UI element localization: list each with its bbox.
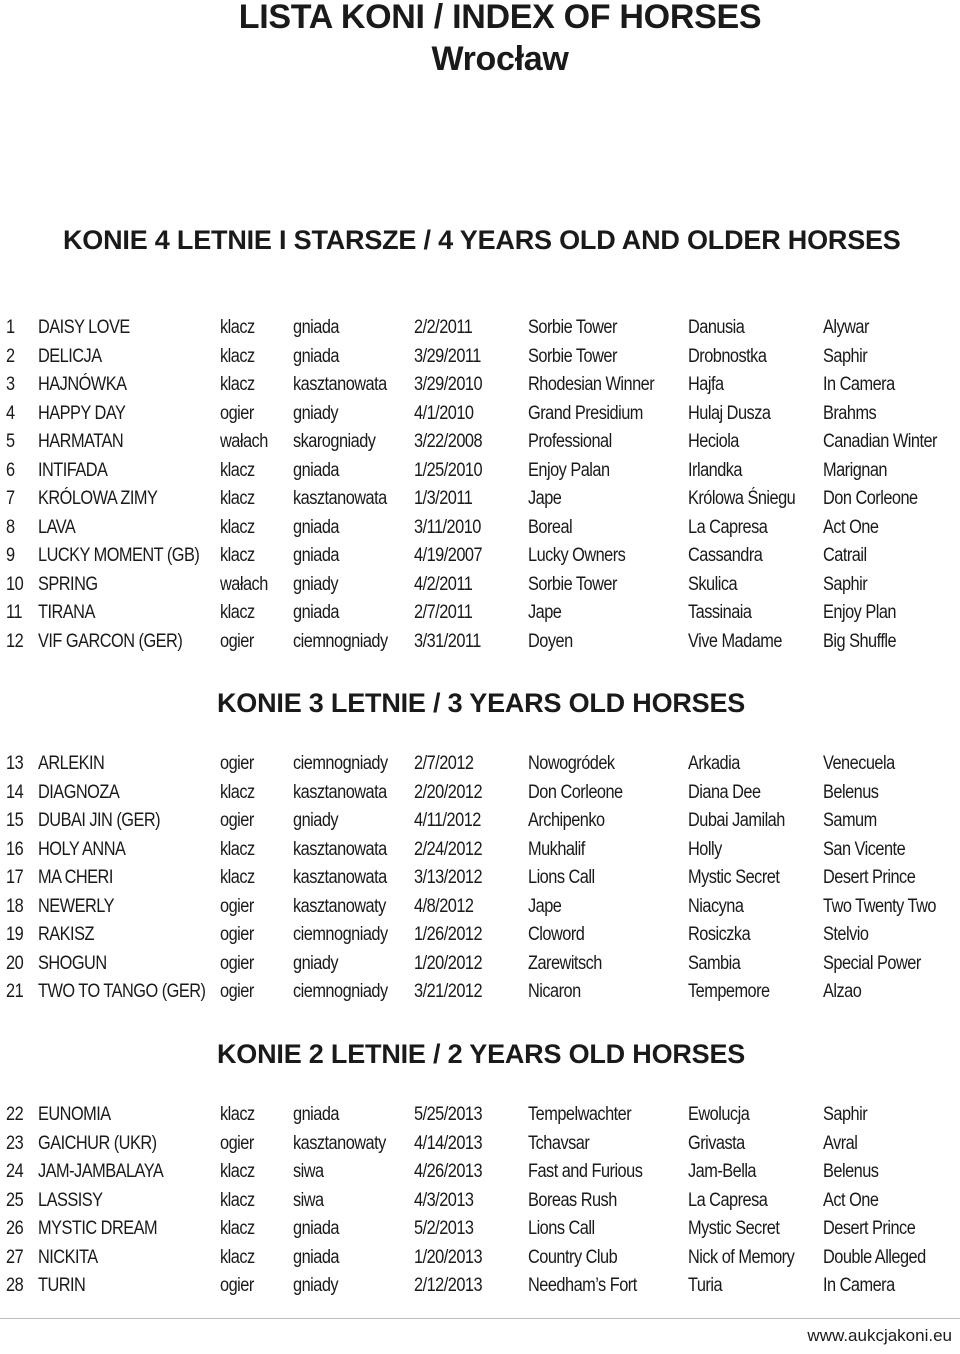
sire-name: Sorbie Tower — [528, 317, 617, 338]
birth-date: 1/20/2013 — [414, 1246, 483, 1268]
horse-sex: klacz — [220, 345, 255, 367]
lot-number: 25 — [6, 1189, 24, 1211]
lot-number: 6 — [6, 459, 15, 481]
lot-number: 16 — [6, 838, 24, 860]
horse-color: ciemnogniady — [293, 981, 388, 1002]
horse-name: EUNOMIA — [38, 1104, 111, 1125]
horse-sex: wałach — [220, 573, 268, 595]
sire-name: Jape — [528, 488, 562, 509]
sire-name: Tempelwachter — [528, 1104, 632, 1125]
horse-sex: ogier — [220, 810, 254, 831]
horse-name: DAISY LOVE — [38, 317, 130, 338]
dam-sire-name: Two Twenty Two — [823, 895, 936, 917]
dam-name: Heciola — [688, 431, 739, 452]
table-row — [0, 514, 960, 543]
sire-name: Country Club — [528, 1246, 618, 1268]
birth-date: 4/11/2012 — [414, 810, 481, 831]
dam-name: Sambia — [688, 952, 741, 974]
dam-sire-name: Double Alleged — [823, 1246, 926, 1268]
sire-name: Archipenko — [528, 810, 605, 831]
dam-name: Drobnostka — [688, 345, 767, 367]
sire-name: Nowogródek — [528, 753, 615, 774]
horse-sex: ogier — [220, 952, 254, 974]
table-row — [0, 542, 960, 571]
sire-name: Lucky Owners — [528, 545, 626, 566]
birth-date: 4/2/2011 — [414, 573, 473, 595]
birth-date: 3/21/2012 — [414, 981, 483, 1002]
birth-date: 2/24/2012 — [414, 838, 483, 860]
horse-name: GAICHUR (UKR) — [38, 1132, 157, 1154]
dam-sire-name: Saphir — [823, 1104, 868, 1125]
dam-name: Hajfa — [688, 374, 724, 395]
birth-date: 4/8/2012 — [414, 895, 474, 917]
table-row — [0, 1187, 960, 1216]
horse-sex: klacz — [220, 1161, 255, 1182]
dam-name: La Capresa — [688, 1189, 768, 1211]
sire-name: Don Corleone — [528, 781, 623, 803]
lot-number: 3 — [6, 374, 15, 395]
lot-number: 15 — [6, 810, 24, 831]
lot-number: 26 — [6, 1218, 24, 1239]
table-row — [0, 599, 960, 628]
horse-color: gniada — [293, 1218, 339, 1239]
horse-sex: klacz — [220, 781, 255, 803]
horse-color: gniada — [293, 317, 339, 338]
sire-name: Grand Presidium — [528, 402, 643, 424]
dam-name: Rosiczka — [688, 924, 751, 945]
horse-sex: ogier — [220, 895, 254, 917]
lot-number: 17 — [6, 867, 24, 888]
table-row — [0, 628, 960, 657]
horse-name: HARMATAN — [38, 431, 124, 452]
table-row — [0, 978, 960, 1007]
birth-date: 4/14/2013 — [414, 1132, 483, 1154]
horse-color: gniady — [293, 1275, 339, 1296]
dam-name: Vive Madame — [688, 630, 782, 652]
horse-color: gniada — [293, 516, 339, 538]
horse-sex: ogier — [220, 1275, 254, 1296]
dam-name: Irlandka — [688, 459, 743, 481]
sire-name: Sorbie Tower — [528, 573, 617, 595]
birth-date: 4/19/2007 — [414, 545, 483, 566]
sire-name: Cloword — [528, 924, 585, 945]
dam-sire-name: Saphir — [823, 573, 868, 595]
dam-name: Jam-Bella — [688, 1161, 757, 1182]
birth-date: 1/26/2012 — [414, 924, 483, 945]
dam-name: Skulica — [688, 573, 738, 595]
horse-table-2yo — [0, 1101, 960, 1301]
dam-sire-name: Special Power — [823, 952, 921, 974]
dam-name: Tassinaia — [688, 602, 752, 623]
dam-name: Hulaj Dusza — [688, 402, 771, 424]
birth-date: 2/7/2011 — [414, 602, 473, 623]
birth-date: 3/29/2010 — [414, 374, 483, 395]
birth-date: 4/26/2013 — [414, 1161, 483, 1182]
sire-name: Tchavsar — [528, 1132, 590, 1154]
dam-sire-name: Belenus — [823, 781, 879, 803]
dam-sire-name: Saphir — [823, 345, 868, 367]
dam-sire-name: Big Shuffle — [823, 630, 897, 652]
horse-color: gniada — [293, 459, 339, 481]
dam-name: La Capresa — [688, 516, 768, 538]
lot-number: 27 — [6, 1246, 24, 1268]
birth-date: 4/3/2013 — [414, 1189, 474, 1211]
horse-name: TURIN — [38, 1275, 86, 1296]
horse-table-3yo — [0, 750, 960, 1007]
dam-sire-name: In Camera — [823, 1275, 895, 1296]
sire-name: Zarewitsch — [528, 952, 602, 974]
sire-name: Nicaron — [528, 981, 581, 1002]
lot-number: 8 — [6, 516, 15, 538]
horse-sex: klacz — [220, 838, 255, 860]
sire-name: Boreal — [528, 516, 573, 538]
table-row — [0, 1215, 960, 1244]
lot-number: 19 — [6, 924, 24, 945]
sire-name: Enjoy Palan — [528, 459, 610, 481]
footer-divider — [0, 1318, 960, 1319]
horse-color: gniada — [293, 1246, 339, 1268]
page-title: LISTA KONI / INDEX OF HORSES — [238, 0, 762, 36]
horse-sex: klacz — [220, 488, 255, 509]
dam-sire-name: Belenus — [823, 1161, 879, 1182]
horse-sex: klacz — [220, 459, 255, 481]
dam-sire-name: In Camera — [823, 374, 895, 395]
sire-name: Boreas Rush — [528, 1189, 617, 1211]
lot-number: 7 — [6, 488, 15, 509]
section-heading-2yo: KONIE 2 LETNIE / 2 YEARS OLD HORSES — [217, 1039, 746, 1069]
dam-name: Danusia — [688, 317, 745, 338]
birth-date: 4/1/2010 — [414, 402, 474, 424]
horse-sex: klacz — [220, 867, 255, 888]
horse-color: gniady — [293, 402, 339, 424]
horse-sex: ogier — [220, 402, 254, 424]
sire-name: Doyen — [528, 630, 573, 652]
dam-sire-name: Don Corleone — [823, 488, 918, 509]
table-row — [0, 428, 960, 457]
dam-name: Grivasta — [688, 1132, 745, 1154]
table-row — [0, 836, 960, 865]
dam-name: Diana Dee — [688, 781, 761, 803]
dam-sire-name: Catrail — [823, 545, 867, 566]
sire-name: Lions Call — [528, 1218, 595, 1239]
horse-name: DUBAI JIN (GER) — [38, 810, 161, 831]
horse-name: NEWERLY — [38, 895, 114, 917]
horse-name: KRÓLOWA ZIMY — [38, 488, 158, 509]
lot-number: 14 — [6, 781, 24, 803]
horse-sex: klacz — [220, 545, 255, 566]
horse-color: gniada — [293, 602, 339, 623]
horse-color: siwa — [293, 1161, 324, 1182]
horse-sex: klacz — [220, 317, 255, 338]
section-heading-4yo: KONIE 4 LETNIE I STARSZE / 4 YEARS OLD AND OLDER HORSES — [63, 225, 901, 255]
table-row — [0, 921, 960, 950]
section-heading-3yo: KONIE 3 LETNIE / 3 YEARS OLD HORSES — [217, 688, 746, 718]
sire-name: Mukhalif — [528, 838, 585, 860]
birth-date: 2/12/2013 — [414, 1275, 483, 1296]
table-row — [0, 1101, 960, 1130]
birth-date: 5/25/2013 — [414, 1104, 483, 1125]
dam-sire-name: Stelvio — [823, 924, 869, 945]
table-row — [0, 371, 960, 400]
horse-name: DELICJA — [38, 345, 102, 367]
horse-color: gniada — [293, 545, 339, 566]
dam-sire-name: Act One — [823, 1189, 879, 1211]
sire-name: Lions Call — [528, 867, 595, 888]
birth-date: 5/2/2013 — [414, 1218, 474, 1239]
horse-sex: ogier — [220, 630, 254, 652]
dam-sire-name: Venecuela — [823, 753, 895, 774]
horse-name: DIAGNOZA — [38, 781, 120, 803]
lot-number: 9 — [6, 545, 15, 566]
table-row — [0, 1244, 960, 1273]
birth-date: 3/31/2011 — [414, 630, 481, 652]
sire-name: Rhodesian Winner — [528, 374, 655, 395]
table-row — [0, 457, 960, 486]
lot-number: 1 — [6, 317, 15, 338]
horse-color: kasztanowata — [293, 374, 387, 395]
horse-sex: klacz — [220, 516, 255, 538]
horse-sex: ogier — [220, 753, 254, 774]
lot-number: 10 — [6, 573, 24, 595]
table-row — [0, 750, 960, 779]
table-row — [0, 893, 960, 922]
lot-number: 23 — [6, 1132, 24, 1154]
page-subtitle-city: Wrocław — [431, 40, 569, 78]
dam-sire-name: Brahms — [823, 402, 877, 424]
table-row — [0, 571, 960, 600]
table-row — [0, 950, 960, 979]
dam-name: Cassandra — [688, 545, 763, 566]
horse-name: NICKITA — [38, 1246, 98, 1268]
horse-sex: klacz — [220, 1189, 255, 1211]
lot-number: 22 — [6, 1104, 24, 1125]
horse-name: LAVA — [38, 516, 76, 538]
horse-name: ARLEKIN — [38, 753, 105, 774]
horse-name: INTIFADA — [38, 459, 108, 481]
horse-color: ciemnogniady — [293, 630, 388, 652]
horse-color: kasztanowata — [293, 838, 387, 860]
footer-website-link[interactable]: www.aukcjakoni.eu — [807, 1326, 952, 1345]
dam-name: Tempemore — [688, 981, 770, 1002]
dam-name: Mystic Secret — [688, 867, 780, 888]
sire-name: Sorbie Tower — [528, 345, 617, 367]
birth-date: 1/20/2012 — [414, 952, 483, 974]
horse-color: skarogniady — [293, 431, 376, 452]
dam-sire-name: Avral — [823, 1132, 858, 1154]
horse-name: HOLY ANNA — [38, 838, 126, 860]
sire-name: Fast and Furious — [528, 1161, 643, 1182]
horse-sex: ogier — [220, 924, 254, 945]
dam-sire-name: Marignan — [823, 459, 888, 481]
horse-name: MA CHERI — [38, 867, 113, 888]
table-row — [0, 485, 960, 514]
dam-sire-name: San Vicente — [823, 838, 906, 860]
lot-number: 24 — [6, 1161, 24, 1182]
sire-name: Jape — [528, 602, 562, 623]
horse-color: kasztanowaty — [293, 1132, 386, 1154]
table-row — [0, 807, 960, 836]
horse-name: TIRANA — [38, 602, 95, 623]
horse-name: SPRING — [38, 573, 98, 595]
dam-name: Arkadia — [688, 753, 740, 774]
lot-number: 13 — [6, 753, 24, 774]
lot-number: 12 — [6, 630, 24, 652]
horse-name: SHOGUN — [38, 952, 107, 974]
birth-date: 1/3/2011 — [414, 488, 473, 509]
horse-sex: klacz — [220, 1246, 255, 1268]
sire-name: Needham’s Fort — [528, 1275, 637, 1296]
horse-color: kasztanowaty — [293, 895, 386, 917]
lot-number: 4 — [6, 402, 15, 424]
horse-sex: ogier — [220, 1132, 254, 1154]
horse-color: kasztanowata — [293, 867, 387, 888]
table-row — [0, 779, 960, 808]
dam-sire-name: Canadian Winter — [823, 431, 937, 452]
lot-number: 18 — [6, 895, 24, 917]
lot-number: 28 — [6, 1275, 24, 1296]
table-row — [0, 864, 960, 893]
dam-sire-name: Enjoy Plan — [823, 602, 896, 623]
horse-color: gniada — [293, 345, 339, 367]
sire-name: Professional — [528, 431, 612, 452]
birth-date: 3/13/2012 — [414, 867, 483, 888]
horse-name: RAKISZ — [38, 924, 94, 945]
dam-name: Ewolucja — [688, 1104, 750, 1125]
horse-name: LASSISY — [38, 1189, 103, 1211]
birth-date: 2/7/2012 — [414, 753, 474, 774]
table-row — [0, 400, 960, 429]
dam-name: Holly — [688, 838, 722, 860]
horse-sex: klacz — [220, 1104, 255, 1125]
horse-sex: klacz — [220, 602, 255, 623]
dam-name: Niacyna — [688, 895, 744, 917]
dam-sire-name: Samum — [823, 810, 877, 831]
lot-number: 21 — [6, 981, 24, 1002]
dam-name: Turia — [688, 1275, 723, 1296]
birth-date: 3/11/2010 — [414, 516, 481, 538]
lot-number: 2 — [6, 345, 15, 367]
horse-name: HAJNÓWKA — [38, 374, 127, 395]
dam-name: Nick of Memory — [688, 1246, 795, 1268]
dam-name: Dubai Jamilah — [688, 810, 785, 831]
horse-color: ciemnogniady — [293, 753, 388, 774]
horse-name: MYSTIC DREAM — [38, 1218, 158, 1239]
table-row — [0, 1272, 960, 1301]
horse-color: siwa — [293, 1189, 324, 1211]
table-row — [0, 1130, 960, 1159]
dam-name: Mystic Secret — [688, 1218, 780, 1239]
horse-table-4yo — [0, 314, 960, 656]
horse-color: gniada — [293, 1104, 339, 1125]
lot-number: 20 — [6, 952, 24, 974]
table-row — [0, 314, 960, 343]
dam-sire-name: Desert Prince — [823, 867, 916, 888]
sire-name: Jape — [528, 895, 562, 917]
horse-name: LUCKY MOMENT (GB) — [38, 545, 200, 566]
lot-number: 11 — [6, 602, 22, 623]
horse-sex: klacz — [220, 1218, 255, 1239]
table-row — [0, 343, 960, 372]
birth-date: 3/22/2008 — [414, 431, 483, 452]
birth-date: 3/29/2011 — [414, 345, 481, 367]
horse-sex: ogier — [220, 981, 254, 1002]
horse-name: VIF GARCON (GER) — [38, 630, 183, 652]
table-row — [0, 1158, 960, 1187]
horse-color: kasztanowata — [293, 781, 387, 803]
birth-date: 2/2/2011 — [414, 317, 473, 338]
lot-number: 5 — [6, 431, 15, 452]
birth-date: 1/25/2010 — [414, 459, 483, 481]
dam-sire-name: Desert Prince — [823, 1218, 916, 1239]
horse-color: gniady — [293, 810, 339, 831]
horse-color: gniady — [293, 952, 339, 974]
horse-color: ciemnogniady — [293, 924, 388, 945]
horse-color: kasztanowata — [293, 488, 387, 509]
horse-sex: klacz — [220, 374, 255, 395]
horse-name: JAM-JAMBALAYA — [38, 1161, 164, 1182]
dam-sire-name: Alywar — [823, 317, 869, 338]
dam-name: Królowa Śniegu — [688, 488, 796, 509]
birth-date: 2/20/2012 — [414, 781, 483, 803]
dam-sire-name: Act One — [823, 516, 879, 538]
horse-name: HAPPY DAY — [38, 402, 126, 424]
horse-color: gniady — [293, 573, 339, 595]
horse-sex: wałach — [220, 431, 268, 452]
horse-name: TWO TO TANGO (GER) — [38, 981, 206, 1002]
dam-sire-name: Alzao — [823, 981, 862, 1002]
